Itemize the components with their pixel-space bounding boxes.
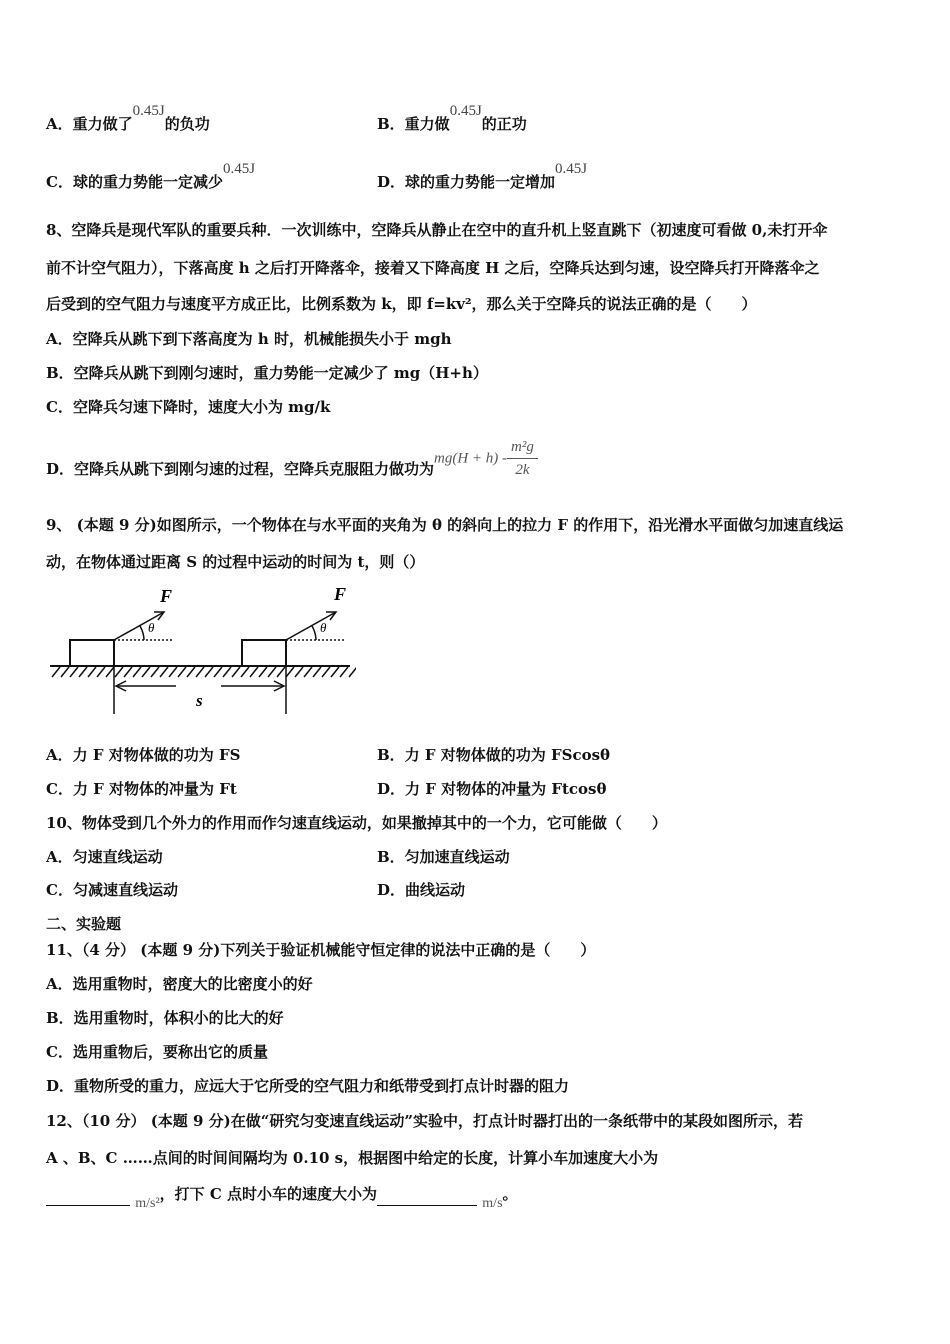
q8-stem-line: 前不计空气阻力），下落高度 h 之后打开降落伞，接着又下降高度 H 之后，空降兵达到匀速，设空降兵打开降落伞之 <box>46 259 820 277</box>
q9-stem-line: 动，在物体通过距离 S 的过程中运动的时间为 t，则（） <box>46 553 425 571</box>
hatch-line <box>259 667 267 677</box>
q8-option-c: C．空降兵匀速下降时，速度大小为 mg/k <box>46 398 331 416</box>
force-diagram <box>46 582 356 717</box>
option-text: D．空降兵从跳下到刚匀速的过程，空降兵克服阻力做功为 <box>46 459 435 478</box>
hatch-line <box>313 667 321 677</box>
hatch-line <box>196 667 204 677</box>
hatch-line <box>223 667 231 677</box>
q9-option-c: C．力 F 对物体的冲量为 Ft <box>46 780 237 798</box>
hatch-line <box>70 667 78 677</box>
numerator: m²g <box>507 436 538 459</box>
force-arrow-1 <box>114 612 174 640</box>
option-text: B．重力做 <box>377 115 450 133</box>
q11-option-b: B．选用重物时，体积小的比大的好 <box>46 1009 284 1027</box>
option-text: 的负功 <box>164 115 210 133</box>
option-text: C．球的重力势能一定减少 <box>46 173 223 191</box>
hatch-line <box>187 667 195 677</box>
hatch-line <box>61 667 69 677</box>
hatch-line <box>124 667 132 677</box>
value: 0.45J <box>222 161 256 177</box>
text: ，打下 C 点时小车的速度大小为 <box>159 1185 378 1203</box>
hatch-line <box>151 667 159 677</box>
unit: m/s <box>482 1196 503 1211</box>
hatch-line <box>169 667 177 677</box>
q10-option-c: C．匀减速直线运动 <box>46 881 178 899</box>
text: 。 <box>502 1185 518 1203</box>
q8-stem-line: 8、空降兵是现代军队的重要兵种．一次训练中，空降兵从静止在空中的直升机上竖直跳下（初速度可看做 0,未打开伞 <box>46 221 828 239</box>
force-label: F <box>160 586 173 606</box>
block-start <box>70 640 114 666</box>
hatch-line <box>331 667 339 677</box>
hatch-line <box>322 667 330 677</box>
q12-answer-line <box>46 1184 518 1211</box>
hatch-line <box>295 667 303 677</box>
acceleration-blank[interactable] <box>46 1189 130 1206</box>
hatch-line <box>250 667 258 677</box>
hatch-line <box>277 667 285 677</box>
q9-option-b: B．力 F 对物体做的功为 FScosθ <box>377 746 611 764</box>
q10-stem: 10、物体受到几个外力的作用而作匀速直线运动，如果撤掉其中的一个力，它可能做（ ） <box>46 814 667 832</box>
formula: mg(H + h) - <box>434 450 508 467</box>
q11-option-c: C．选用重物后，要称出它的质量 <box>46 1043 268 1061</box>
hatch-line <box>241 667 249 677</box>
option-text: D．球的重力势能一定增加 <box>377 173 556 191</box>
hatch-line <box>340 667 348 677</box>
hatch-line <box>106 667 114 677</box>
hatch-line <box>232 667 240 677</box>
q10-option-d: D．曲线运动 <box>377 881 466 899</box>
hatch-line <box>286 667 294 677</box>
hatch-line <box>214 667 222 677</box>
q8-option-b: B．空降兵从跳下到刚匀速时，重力势能一定减少了 mg（H+h） <box>46 364 488 382</box>
q10-option-b: B．匀加速直线运动 <box>377 848 510 866</box>
hatch-line <box>304 667 312 677</box>
force-label: F <box>334 584 347 604</box>
q11-option-a: A．选用重物时，密度大的比密度小的好 <box>46 975 313 993</box>
fraction <box>507 436 538 481</box>
ground <box>50 666 356 677</box>
q9-option-a: A．力 F 对物体做的功为 FS <box>46 746 241 764</box>
q8-option-a: A．空降兵从跳下到下落高度为 h 时，机械能损失小于 mgh <box>46 330 452 348</box>
block-end <box>242 640 286 666</box>
section-heading: 二、实验题 <box>46 915 122 933</box>
hatch-line <box>88 667 96 677</box>
option-text: 的正功 <box>481 115 527 133</box>
hatch-line <box>178 667 186 677</box>
q11-option-d: D．重物所受的重力，应远大于它所受的空气阻力和纸带受到打点计时器的阻力 <box>46 1077 570 1095</box>
hatch-line <box>133 667 141 677</box>
hatch-line <box>52 667 60 677</box>
q10-option-a: A．匀速直线运动 <box>46 848 163 866</box>
q12-stem-line: 12、（10 分） (本题 9 分)在做“研究匀变速直线运动”实验中，打点计时器打出的一条纸带中的某段如图所示，若 <box>46 1112 804 1130</box>
q9-stem-line: 9、 (本题 9 分)如图所示，一个物体在与水平面的夹角为 θ 的斜向上的拉力 F 的作用下，沿光滑水平面做匀加速直线运 <box>46 516 844 534</box>
q11-stem: 11、（4 分） (本题 9 分)下列关于验证机械能守恒定律的说法中正确的是（ ） <box>46 941 596 959</box>
force-arrow-2 <box>286 612 346 640</box>
angle-label: θ <box>320 620 327 635</box>
hatch-line <box>79 667 87 677</box>
q7-option-c <box>46 161 256 193</box>
value: 0.45J <box>555 161 588 177</box>
distance-label: s <box>196 691 203 710</box>
value: 0.45J <box>132 103 165 119</box>
value: 0.45J <box>449 103 482 119</box>
q8-stem-line: 后受到的空气阻力与速度平方成正比，比例系数为 k，即 f=kv²，那么关于空降兵的说法正确的是（ ） <box>46 295 757 313</box>
angle-label: θ <box>148 620 155 635</box>
hatch-line <box>97 667 105 677</box>
hatch-line <box>115 667 123 677</box>
q7-option-d <box>377 161 588 193</box>
hatch-line <box>142 667 150 677</box>
q8-option-d <box>46 436 538 481</box>
denominator: 2k <box>515 462 530 478</box>
q7-option-a <box>46 103 210 135</box>
option-text: A．重力做了 <box>46 115 133 133</box>
hatch-line <box>268 667 276 677</box>
unit: m/s² <box>135 1196 160 1211</box>
velocity-blank[interactable] <box>377 1189 477 1206</box>
q12-stem-line: A 、B、C ……点间的时间间隔均为 0.10 s，根据图中给定的长度，计算小车加速度大小为 <box>46 1149 659 1167</box>
hatch-line <box>205 667 213 677</box>
q9-option-d: D．力 F 对物体的冲量为 Ftcosθ <box>377 780 607 798</box>
q7-option-b <box>377 103 527 135</box>
hatch-line <box>160 667 168 677</box>
hatch-line <box>349 667 356 677</box>
